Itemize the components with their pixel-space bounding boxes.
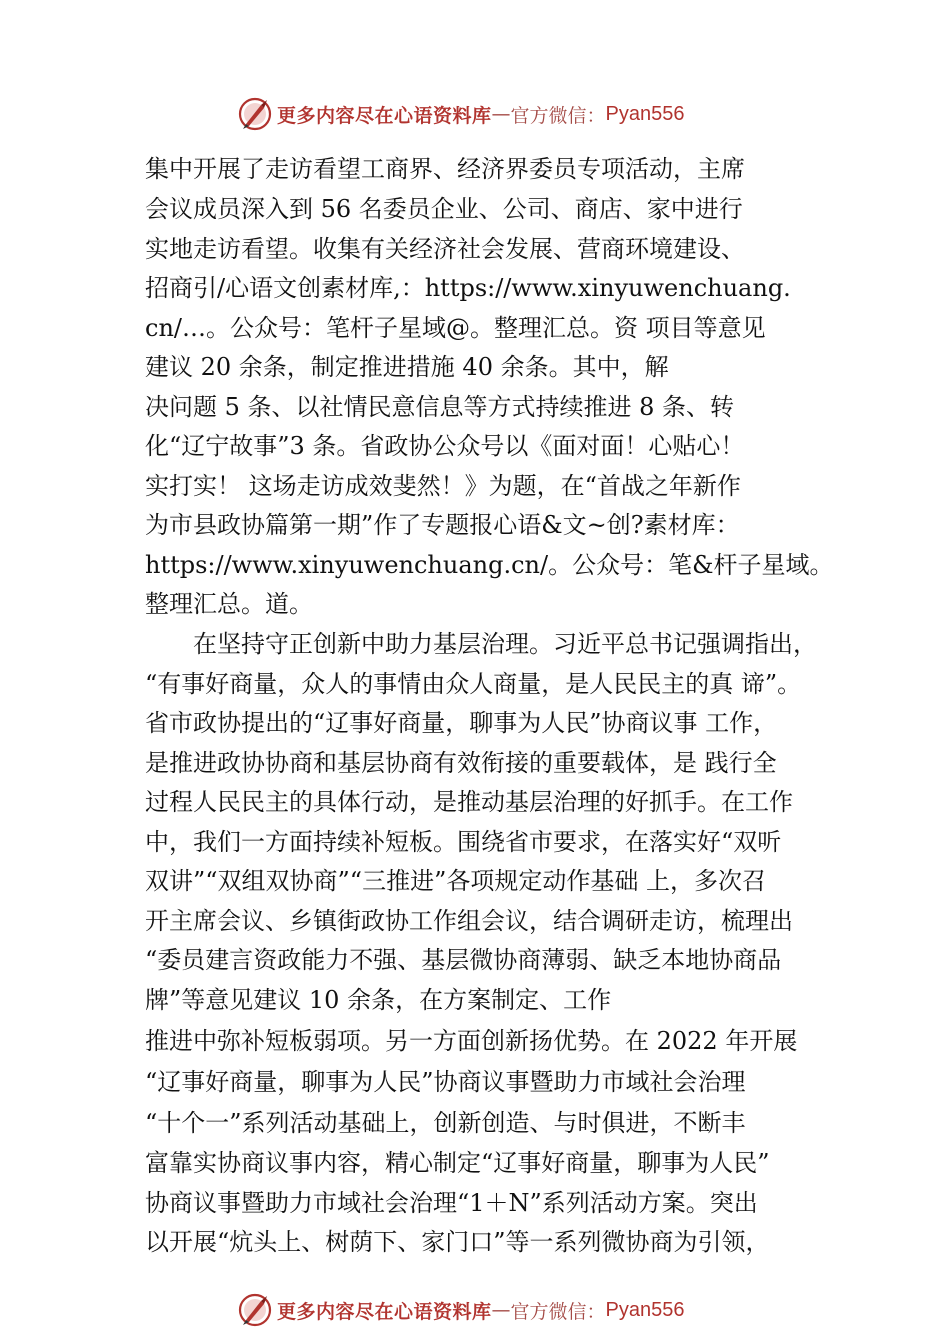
body-line: 集中开展了走访看望工商界、经济界委员专项活动，主席	[145, 155, 745, 183]
banner-slogan: 更多内容尽在心语资料库	[277, 1300, 492, 1323]
banner-wechat-account: Pyan556	[605, 102, 685, 125]
body-line: 是推进政协协商和基层协商有效衔接的重要载体，是 践行全	[145, 749, 777, 777]
header-banner	[237, 96, 685, 132]
body-line: “有事好商量，众人的事情由众人商量，是人民民主的真 谛”。	[145, 670, 802, 698]
body-line: 整理汇总。道。	[145, 590, 313, 618]
body-line: “委员建言资政能力不强、基层微协商薄弱、缺乏本地协商品	[145, 946, 782, 974]
body-line: 协商议事暨助力市域社会治理“1＋N”系列活动方案。突出	[145, 1189, 758, 1217]
body-line: https://www.xinyuwenchuang.cn/。公众号：笔&杆子星域。	[145, 551, 834, 579]
body-line: 过程人民民主的具体行动，是推动基层治理的好抓手。在工作	[145, 788, 793, 816]
body-line: 富靠实协商议事内容，精心制定“辽事好商量，聊事为人民”	[145, 1149, 770, 1177]
banner-dash: —	[491, 103, 511, 125]
banner-dash: —	[491, 1299, 511, 1321]
quill-pen-in-circle-icon	[237, 1292, 273, 1328]
body-line: “十个一”系列活动基础上，创新创造、与时俱进，不断丰	[145, 1109, 746, 1137]
body-line: 省市政协提出的“辽事好商量，聊事为人民”协商议事 工作，	[145, 709, 778, 737]
body-line: “辽事好商量，聊事为人民”协商议事暨助力市域社会治理	[145, 1068, 746, 1096]
body-line: 建议 20 余条，制定推进措施 40 余条。其中，解	[145, 353, 669, 381]
body-line: 实打实！ 这场走访成效斐然！》为题，在“首战之年新作	[145, 472, 741, 500]
banner-wechat-label: 官方微信：	[510, 1300, 606, 1323]
body-line: 决问题 5 条、以社情民意信息等方式持续推进 8 条、转	[145, 393, 735, 421]
footer-banner	[237, 1292, 685, 1328]
quill-pen-in-circle-icon	[237, 96, 273, 132]
body-line: 在坚持守正创新中助力基层治理。习近平总书记强调指出，	[145, 630, 817, 658]
body-line: 实地走访看望。收集有关经济社会发展、营商环境建设、	[145, 235, 745, 263]
body-line: 化“辽宁故事”3 条。省政协公众号以《面对面！心贴心！	[145, 432, 745, 460]
banner-slogan: 更多内容尽在心语资料库	[277, 104, 492, 127]
body-line: 以开展“炕头上、树荫下、家门口”等一系列微协商为引领，	[145, 1228, 770, 1256]
body-line: cn/…。公众号：笔杆子星域@。整理汇总。资 项目等意见	[145, 314, 766, 342]
body-line: 推进中弥补短板弱项。另一方面创新扬优势。在 2022 年开展	[145, 1027, 798, 1055]
body-line: 招商引/心语文创素材库,：https://www.xinyuwenchuang.	[145, 274, 791, 302]
banner-wechat-label: 官方微信：	[510, 104, 606, 127]
body-line: 开主席会议、乡镇街政协工作组会议，结合调研走访，梳理出	[145, 907, 793, 935]
body-line: 牌”等意见建议 10 余条，在方案制定、工作	[145, 986, 612, 1014]
body-line: 会议成员深入到 56 名委员企业、公司、商店、家中进行	[145, 195, 743, 223]
body-line: 为市县政协篇第一期”作了专题报心语&文~创?素材库：	[145, 511, 740, 539]
banner-wechat-account: Pyan556	[605, 1298, 685, 1321]
body-line: 双讲”“双组双协商”“三推进”各项规定动作基础 上，多次召	[145, 867, 766, 895]
body-line: 中，我们一方面持续补短板。围绕省市要求，在落实好“双听	[145, 828, 782, 856]
